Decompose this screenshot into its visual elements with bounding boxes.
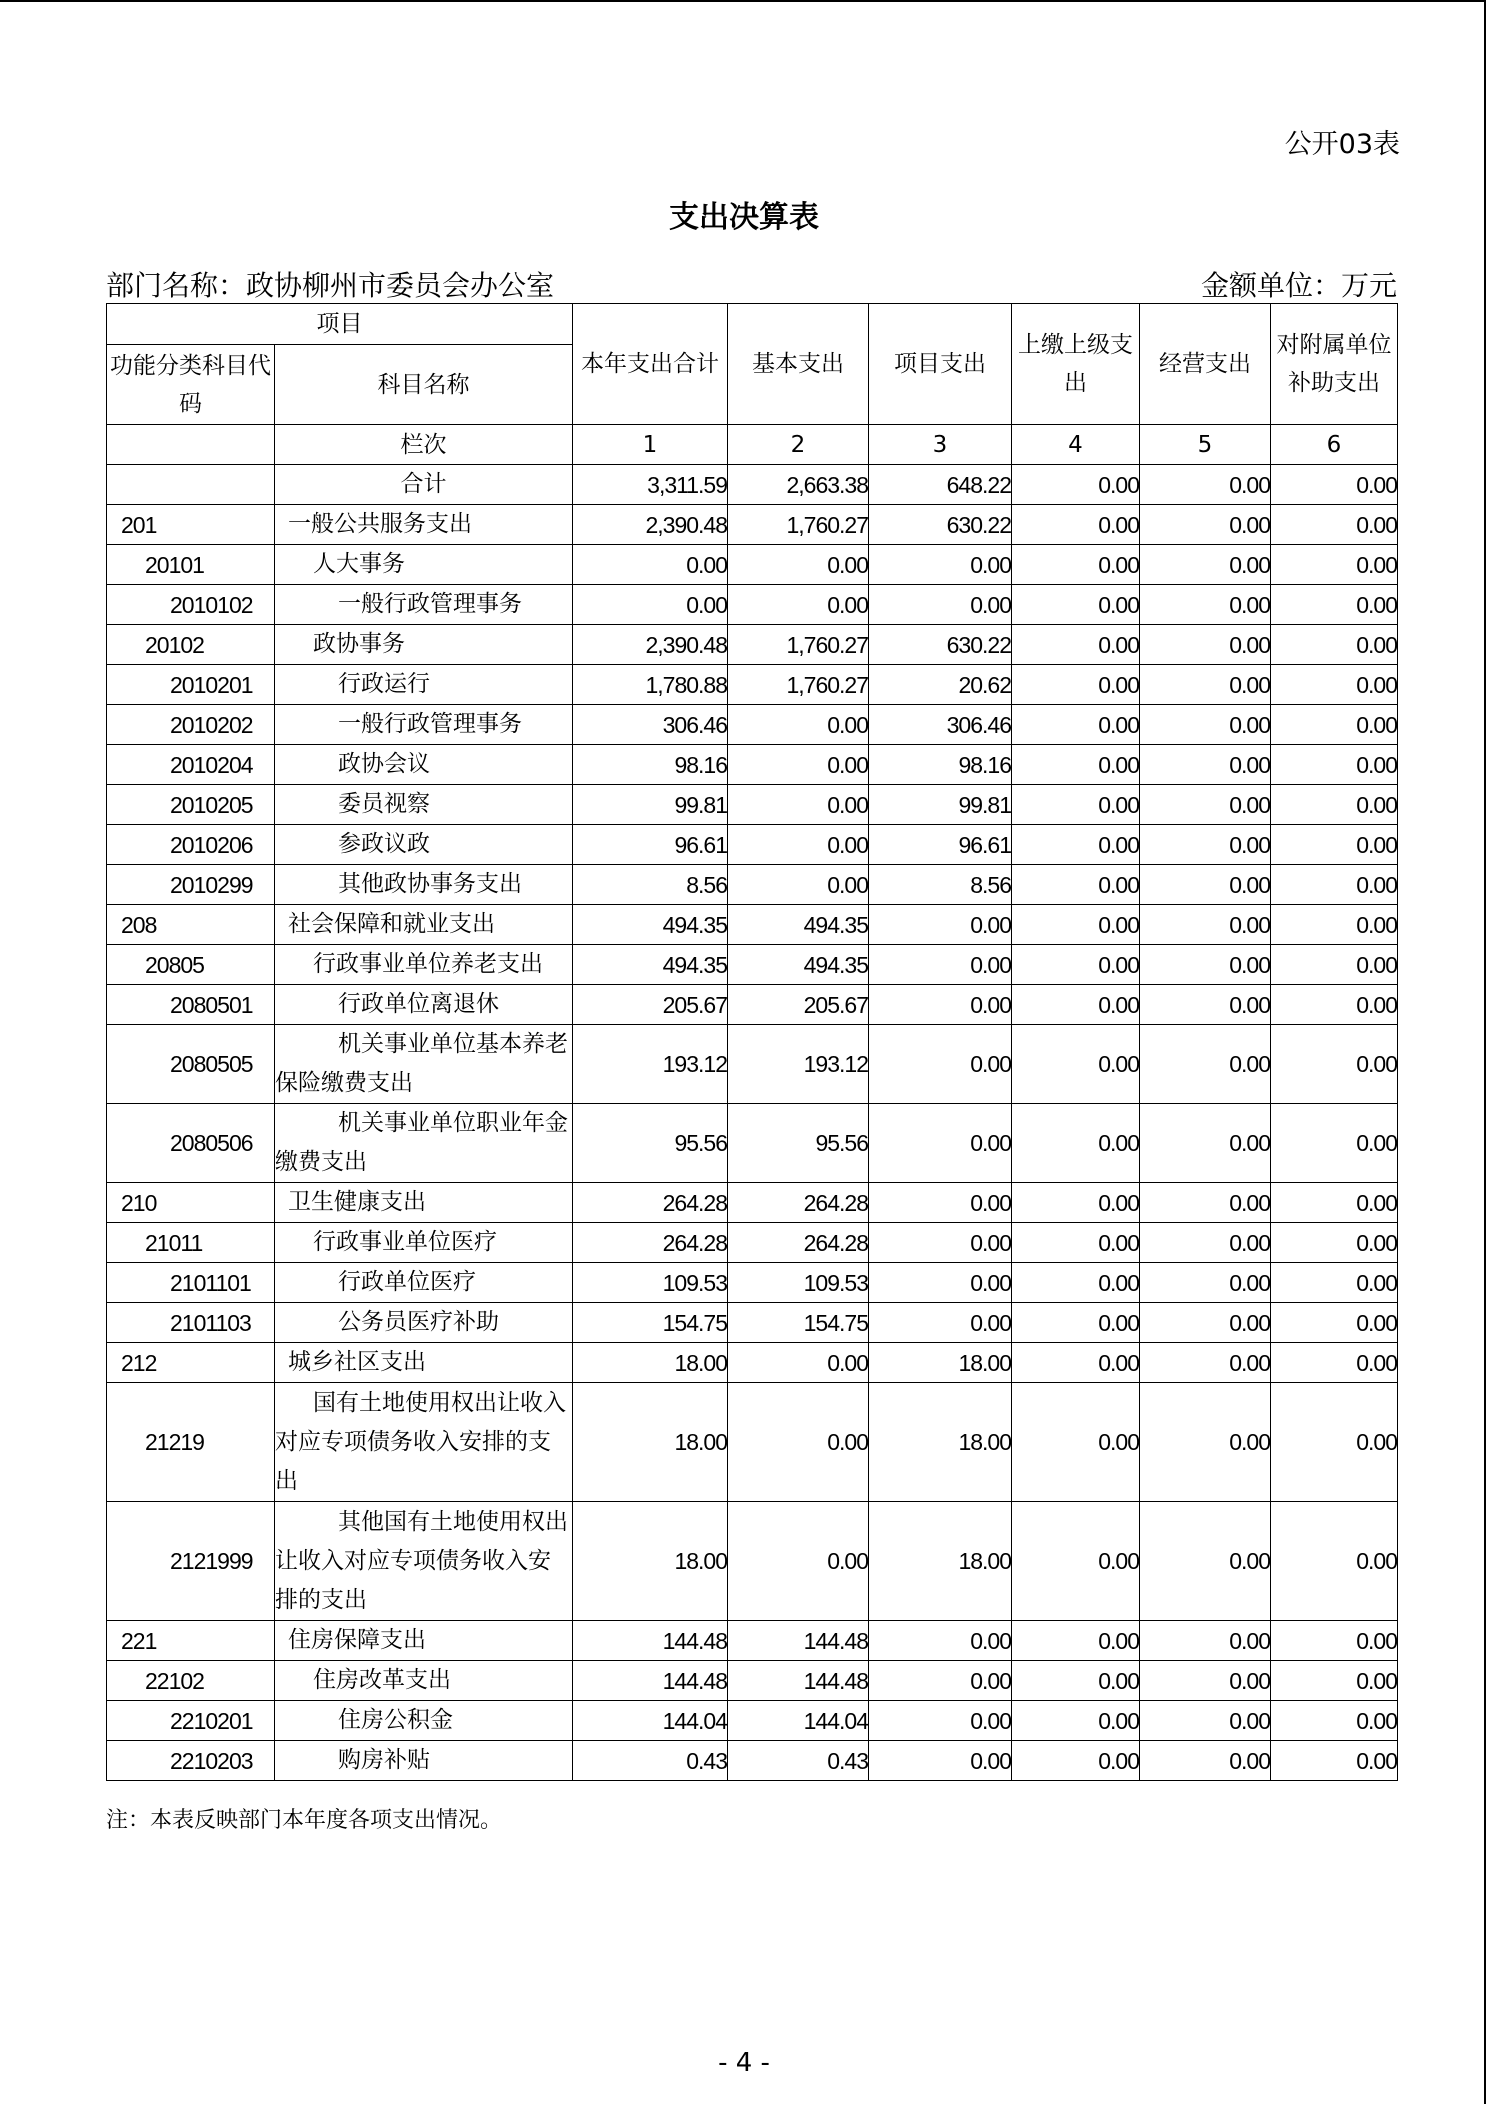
table-row (107, 785, 1398, 825)
table-row (107, 1383, 1398, 1502)
value-basic: 154.75 (728, 1303, 869, 1343)
subject-code: 20101 (107, 545, 275, 585)
header-subsidy-affiliates: 对附属单位补助支出 (1271, 304, 1398, 425)
table-row (107, 1661, 1398, 1701)
value-remit-superior: 0.00 (1012, 1343, 1140, 1383)
value-subsidy-affiliates: 0.00 (1271, 625, 1398, 665)
value-remit-superior: 0.00 (1012, 1661, 1140, 1701)
department-name: 部门名称：政协柳州市委员会办公室 (106, 269, 555, 302)
subject-code: 2101101 (107, 1263, 275, 1303)
subject-code: 22102 (107, 1661, 275, 1701)
value-basic: 1,760.27 (728, 625, 869, 665)
header-project: 项目支出 (869, 304, 1012, 425)
value-project: 630.22 (869, 505, 1012, 545)
value-operating: 0.00 (1140, 945, 1271, 985)
table-row (107, 1104, 1398, 1183)
subject-name: 机关事业单位基本养老保险缴费支出 (275, 1025, 573, 1104)
value-remit-superior: 0.00 (1012, 1741, 1140, 1781)
value-project: 0.00 (869, 1025, 1012, 1104)
table-note: 注：本表反映部门本年度各项支出情况。 (106, 1808, 503, 1833)
value-operating: 0.00 (1140, 1263, 1271, 1303)
value-remit-superior: 0.00 (1012, 1025, 1140, 1104)
subject-code: 2010299 (107, 865, 275, 905)
table-row (107, 705, 1398, 745)
value-basic: 0.00 (728, 825, 869, 865)
value-subsidy-affiliates: 0.00 (1271, 1263, 1398, 1303)
value-total: 18.00 (573, 1343, 728, 1383)
value-basic: 0.00 (728, 1383, 869, 1502)
value-basic: 494.35 (728, 945, 869, 985)
value-total: 0.43 (573, 1741, 728, 1781)
value-subsidy-affiliates: 0.00 (1271, 985, 1398, 1025)
table-row (107, 665, 1398, 705)
value-project: 20.62 (869, 665, 1012, 705)
subject-name: 行政单位医疗 (275, 1263, 573, 1303)
header-code: 功能分类科目代码 (107, 345, 275, 425)
value-total: 2,390.48 (573, 625, 728, 665)
value-remit-superior: 0.00 (1012, 825, 1140, 865)
value-subsidy-affiliates: 0.00 (1271, 745, 1398, 785)
value-remit-superior: 0.00 (1012, 465, 1140, 505)
value-basic: 0.00 (728, 1502, 869, 1621)
value-basic: 264.28 (728, 1223, 869, 1263)
value-remit-superior: 0.00 (1012, 1701, 1140, 1741)
value-total: 494.35 (573, 945, 728, 985)
subject-name: 合计 (275, 465, 573, 505)
value-operating: 0.00 (1140, 985, 1271, 1025)
subject-code: 221 (107, 1621, 275, 1661)
subject-name: 委员视察 (275, 785, 573, 825)
table-row (107, 625, 1398, 665)
table-row (107, 1343, 1398, 1383)
subject-name: 行政事业单位医疗 (275, 1223, 573, 1263)
index-1: 1 (573, 425, 728, 465)
table-row (107, 585, 1398, 625)
value-total: 264.28 (573, 1183, 728, 1223)
value-subsidy-affiliates: 0.00 (1271, 545, 1398, 585)
page-number: - 4 - (718, 2048, 770, 2078)
value-basic: 205.67 (728, 985, 869, 1025)
header-basic: 基本支出 (728, 304, 869, 425)
subject-code: 212 (107, 1343, 275, 1383)
value-remit-superior: 0.00 (1012, 665, 1140, 705)
subject-name: 其他政协事务支出 (275, 865, 573, 905)
subject-code: 20805 (107, 945, 275, 985)
subject-name: 一般行政管理事务 (275, 705, 573, 745)
value-operating: 0.00 (1140, 665, 1271, 705)
value-project: 0.00 (869, 905, 1012, 945)
index-6: 6 (1271, 425, 1398, 465)
value-subsidy-affiliates: 0.00 (1271, 1303, 1398, 1343)
value-subsidy-affiliates: 0.00 (1271, 665, 1398, 705)
table-row (107, 545, 1398, 585)
value-remit-superior: 0.00 (1012, 1263, 1140, 1303)
subject-code (107, 465, 275, 505)
value-subsidy-affiliates: 0.00 (1271, 945, 1398, 985)
value-total: 2,390.48 (573, 505, 728, 545)
value-total: 1,780.88 (573, 665, 728, 705)
value-operating: 0.00 (1140, 825, 1271, 865)
value-project: 18.00 (869, 1343, 1012, 1383)
value-project: 0.00 (869, 1741, 1012, 1781)
value-subsidy-affiliates: 0.00 (1271, 465, 1398, 505)
value-operating: 0.00 (1140, 745, 1271, 785)
value-remit-superior: 0.00 (1012, 985, 1140, 1025)
value-remit-superior: 0.00 (1012, 545, 1140, 585)
subject-name: 购房补贴 (275, 1741, 573, 1781)
subject-code: 2010204 (107, 745, 275, 785)
subject-code: 2210203 (107, 1741, 275, 1781)
value-remit-superior: 0.00 (1012, 1383, 1140, 1502)
value-subsidy-affiliates: 0.00 (1271, 505, 1398, 545)
value-subsidy-affiliates: 0.00 (1271, 1383, 1398, 1502)
value-project: 0.00 (869, 585, 1012, 625)
value-subsidy-affiliates: 0.00 (1271, 1104, 1398, 1183)
value-basic: 109.53 (728, 1263, 869, 1303)
value-basic: 1,760.27 (728, 665, 869, 705)
value-total: 205.67 (573, 985, 728, 1025)
subject-code: 2080506 (107, 1104, 275, 1183)
subject-code: 21219 (107, 1383, 275, 1502)
table-row (107, 985, 1398, 1025)
value-subsidy-affiliates: 0.00 (1271, 865, 1398, 905)
subject-code: 2101103 (107, 1303, 275, 1343)
value-project: 0.00 (869, 1263, 1012, 1303)
value-project: 96.61 (869, 825, 1012, 865)
value-subsidy-affiliates: 0.00 (1271, 1183, 1398, 1223)
value-operating: 0.00 (1140, 1661, 1271, 1701)
value-subsidy-affiliates: 0.00 (1271, 1661, 1398, 1701)
value-operating: 0.00 (1140, 1343, 1271, 1383)
value-subsidy-affiliates: 0.00 (1271, 825, 1398, 865)
value-project: 0.00 (869, 545, 1012, 585)
value-basic: 144.04 (728, 1701, 869, 1741)
value-total: 264.28 (573, 1223, 728, 1263)
subject-name: 行政事业单位养老支出 (275, 945, 573, 985)
subject-code: 210 (107, 1183, 275, 1223)
value-remit-superior: 0.00 (1012, 1223, 1140, 1263)
value-basic: 0.00 (728, 545, 869, 585)
subject-name: 城乡社区支出 (275, 1343, 573, 1383)
value-project: 0.00 (869, 985, 1012, 1025)
value-project: 0.00 (869, 1104, 1012, 1183)
value-subsidy-affiliates: 0.00 (1271, 1741, 1398, 1781)
value-project: 630.22 (869, 625, 1012, 665)
value-operating: 0.00 (1140, 1741, 1271, 1781)
value-total: 99.81 (573, 785, 728, 825)
value-total: 18.00 (573, 1383, 728, 1502)
value-basic: 2,663.38 (728, 465, 869, 505)
value-operating: 0.00 (1140, 625, 1271, 665)
value-project: 0.00 (869, 1223, 1012, 1263)
value-project: 0.00 (869, 945, 1012, 985)
table-row (107, 905, 1398, 945)
value-operating: 0.00 (1140, 1104, 1271, 1183)
value-total: 306.46 (573, 705, 728, 745)
value-basic: 0.00 (728, 865, 869, 905)
value-remit-superior: 0.00 (1012, 705, 1140, 745)
table-row (107, 1183, 1398, 1223)
value-subsidy-affiliates: 0.00 (1271, 1701, 1398, 1741)
table-body (107, 465, 1398, 1781)
value-operating: 0.00 (1140, 905, 1271, 945)
value-remit-superior: 0.00 (1012, 625, 1140, 665)
table-row (107, 465, 1398, 505)
value-project: 18.00 (869, 1383, 1012, 1502)
value-remit-superior: 0.00 (1012, 1502, 1140, 1621)
value-project: 8.56 (869, 865, 1012, 905)
value-total: 98.16 (573, 745, 728, 785)
value-remit-superior: 0.00 (1012, 1303, 1140, 1343)
value-project: 306.46 (869, 705, 1012, 745)
value-remit-superior: 0.00 (1012, 505, 1140, 545)
subject-code: 2080501 (107, 985, 275, 1025)
value-subsidy-affiliates: 0.00 (1271, 785, 1398, 825)
subject-name: 行政单位离退休 (275, 985, 573, 1025)
value-operating: 0.00 (1140, 505, 1271, 545)
index-blank (107, 425, 275, 465)
value-operating: 0.00 (1140, 465, 1271, 505)
subject-name: 参政议政 (275, 825, 573, 865)
value-basic: 0.00 (728, 745, 869, 785)
table-row (107, 1741, 1398, 1781)
page-title: 支出决算表 (669, 200, 819, 235)
subject-name: 一般公共服务支出 (275, 505, 573, 545)
value-basic: 494.35 (728, 905, 869, 945)
index-2: 2 (728, 425, 869, 465)
table-row (107, 865, 1398, 905)
header-operating: 经营支出 (1140, 304, 1271, 425)
value-operating: 0.00 (1140, 1701, 1271, 1741)
subject-code: 2121999 (107, 1502, 275, 1621)
value-total: 0.00 (573, 585, 728, 625)
value-remit-superior: 0.00 (1012, 865, 1140, 905)
value-basic: 0.00 (728, 585, 869, 625)
value-basic: 0.43 (728, 1741, 869, 1781)
subject-name: 一般行政管理事务 (275, 585, 573, 625)
value-operating: 0.00 (1140, 1183, 1271, 1223)
subject-code: 201 (107, 505, 275, 545)
value-operating: 0.00 (1140, 865, 1271, 905)
subject-name: 住房公积金 (275, 1701, 573, 1741)
index-4: 4 (1012, 425, 1140, 465)
subject-code: 2010102 (107, 585, 275, 625)
value-operating: 0.00 (1140, 785, 1271, 825)
subject-code: 208 (107, 905, 275, 945)
expenditure-table (106, 303, 1398, 1781)
value-total: 144.48 (573, 1661, 728, 1701)
value-remit-superior: 0.00 (1012, 785, 1140, 825)
value-basic: 95.56 (728, 1104, 869, 1183)
value-remit-superior: 0.00 (1012, 1183, 1140, 1223)
value-project: 98.16 (869, 745, 1012, 785)
value-total: 144.48 (573, 1621, 728, 1661)
value-basic: 0.00 (728, 1343, 869, 1383)
table-row (107, 1701, 1398, 1741)
value-operating: 0.00 (1140, 585, 1271, 625)
value-project: 648.22 (869, 465, 1012, 505)
value-operating: 0.00 (1140, 1025, 1271, 1104)
value-basic: 264.28 (728, 1183, 869, 1223)
table-row (107, 1223, 1398, 1263)
value-operating: 0.00 (1140, 705, 1271, 745)
value-subsidy-affiliates: 0.00 (1271, 1343, 1398, 1383)
value-project: 0.00 (869, 1661, 1012, 1701)
value-basic: 144.48 (728, 1661, 869, 1701)
table-row (107, 945, 1398, 985)
value-subsidy-affiliates: 0.00 (1271, 1223, 1398, 1263)
value-subsidy-affiliates: 0.00 (1271, 905, 1398, 945)
header-name: 科目名称 (275, 345, 573, 425)
subject-code: 2010206 (107, 825, 275, 865)
form-number: 公开03表 (1284, 129, 1400, 160)
header-total: 本年支出合计 (573, 304, 728, 425)
subject-code: 2010205 (107, 785, 275, 825)
index-label: 栏次 (275, 425, 573, 465)
value-total: 0.00 (573, 545, 728, 585)
subject-name: 人大事务 (275, 545, 573, 585)
value-subsidy-affiliates: 0.00 (1271, 1025, 1398, 1104)
value-project: 0.00 (869, 1701, 1012, 1741)
value-total: 193.12 (573, 1025, 728, 1104)
value-remit-superior: 0.00 (1012, 1104, 1140, 1183)
value-basic: 144.48 (728, 1621, 869, 1661)
subject-code: 21011 (107, 1223, 275, 1263)
value-project: 0.00 (869, 1303, 1012, 1343)
value-operating: 0.00 (1140, 545, 1271, 585)
value-basic: 193.12 (728, 1025, 869, 1104)
value-remit-superior: 0.00 (1012, 945, 1140, 985)
value-basic: 0.00 (728, 705, 869, 745)
index-3: 3 (869, 425, 1012, 465)
value-basic: 1,760.27 (728, 505, 869, 545)
value-remit-superior: 0.00 (1012, 905, 1140, 945)
value-remit-superior: 0.00 (1012, 745, 1140, 785)
table-row (107, 1263, 1398, 1303)
table-row (107, 1303, 1398, 1343)
value-total: 95.56 (573, 1104, 728, 1183)
subject-name: 其他国有土地使用权出让收入对应专项债务收入安排的支出 (275, 1502, 573, 1621)
subject-name: 政协事务 (275, 625, 573, 665)
table-row (107, 1621, 1398, 1661)
value-operating: 0.00 (1140, 1621, 1271, 1661)
table-row (107, 1025, 1398, 1104)
subject-name: 政协会议 (275, 745, 573, 785)
value-remit-superior: 0.00 (1012, 585, 1140, 625)
subject-name: 行政运行 (275, 665, 573, 705)
value-project: 0.00 (869, 1621, 1012, 1661)
value-total: 154.75 (573, 1303, 728, 1343)
subject-name: 国有土地使用权出让收入对应专项债务收入安排的支出 (275, 1383, 573, 1502)
value-subsidy-affiliates: 0.00 (1271, 705, 1398, 745)
value-operating: 0.00 (1140, 1223, 1271, 1263)
value-total: 96.61 (573, 825, 728, 865)
value-project: 0.00 (869, 1183, 1012, 1223)
value-total: 18.00 (573, 1502, 728, 1621)
value-total: 8.56 (573, 865, 728, 905)
value-basic: 0.00 (728, 785, 869, 825)
subject-name: 社会保障和就业支出 (275, 905, 573, 945)
subject-code: 20102 (107, 625, 275, 665)
index-5: 5 (1140, 425, 1271, 465)
header-remit-superior: 上缴上级支出 (1012, 304, 1140, 425)
value-operating: 0.00 (1140, 1303, 1271, 1343)
value-total: 494.35 (573, 905, 728, 945)
subject-name: 机关事业单位职业年金缴费支出 (275, 1104, 573, 1183)
table-row (107, 825, 1398, 865)
table-row (107, 505, 1398, 545)
value-total: 144.04 (573, 1701, 728, 1741)
value-subsidy-affiliates: 0.00 (1271, 1502, 1398, 1621)
value-remit-superior: 0.00 (1012, 1621, 1140, 1661)
value-operating: 0.00 (1140, 1383, 1271, 1502)
subject-name: 住房改革支出 (275, 1661, 573, 1701)
value-subsidy-affiliates: 0.00 (1271, 1621, 1398, 1661)
table-row (107, 745, 1398, 785)
table-row (107, 1502, 1398, 1621)
subject-code: 2010202 (107, 705, 275, 745)
header-item: 项目 (107, 304, 573, 345)
value-total: 3,311.59 (573, 465, 728, 505)
subject-code: 2010201 (107, 665, 275, 705)
subject-name: 住房保障支出 (275, 1621, 573, 1661)
subject-name: 卫生健康支出 (275, 1183, 573, 1223)
value-project: 18.00 (869, 1502, 1012, 1621)
value-total: 109.53 (573, 1263, 728, 1303)
value-operating: 0.00 (1140, 1502, 1271, 1621)
subject-code: 2210201 (107, 1701, 275, 1741)
value-project: 99.81 (869, 785, 1012, 825)
value-subsidy-affiliates: 0.00 (1271, 585, 1398, 625)
subject-name: 公务员医疗补助 (275, 1303, 573, 1343)
amount-unit: 金额单位：万元 (1200, 269, 1397, 302)
subject-code: 2080505 (107, 1025, 275, 1104)
